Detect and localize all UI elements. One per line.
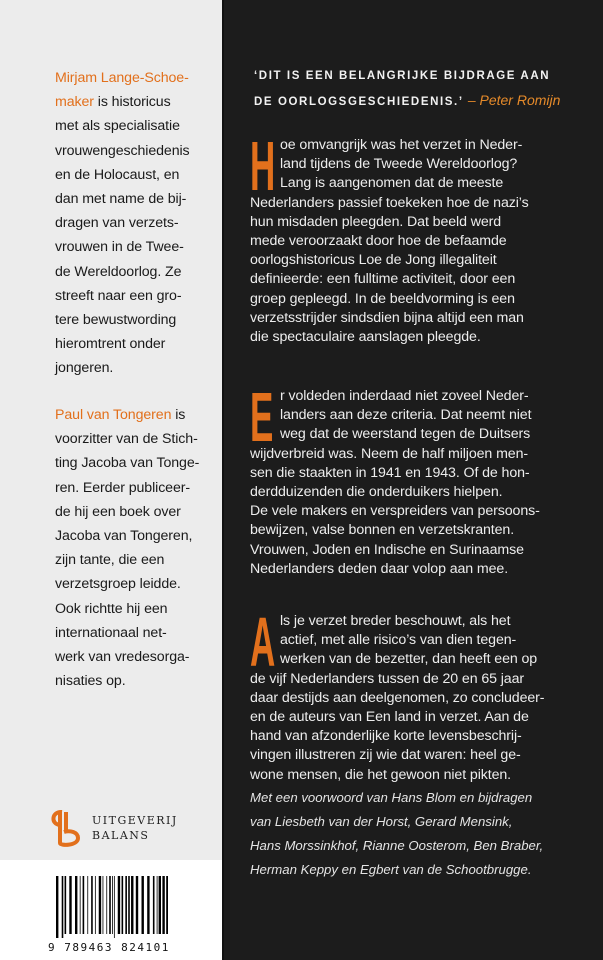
paragraph-line: werken van de bezetter, dan heeft een op bbox=[280, 651, 538, 668]
barcode-bar bbox=[87, 876, 88, 934]
bio-line: voorzitter van de Stich- bbox=[55, 431, 198, 448]
barcode-bar bbox=[142, 876, 144, 934]
paragraph-line: die spectaculaire aanslagen pleegde. bbox=[250, 329, 481, 346]
bio-line: zijn tante, die een bbox=[55, 552, 165, 569]
bio-line: streeft naar een gro- bbox=[55, 287, 182, 304]
barcode-bar bbox=[122, 876, 124, 934]
barcode-bar bbox=[147, 876, 149, 934]
paragraph-line: de vijf Nederlanders tussen de 20 en 65 jaar bbox=[250, 670, 525, 687]
bio-line: verzetsgroep leidde. bbox=[55, 576, 181, 593]
bio-line: met als specialisatie bbox=[55, 118, 180, 135]
paragraph-line: De vele makers en verspreiders van persoons- bbox=[250, 503, 540, 520]
bio-text: is bbox=[171, 407, 186, 423]
bio-line: vrouwen in de Twee- bbox=[55, 239, 184, 256]
bio-line: Jacoba van Tongeren, bbox=[55, 528, 193, 545]
paragraph-line: derdduizenden die onderduikers hielpen. bbox=[250, 484, 503, 501]
paragraph-line: sen die staakten in 1941 en 1943. Of de hon- bbox=[250, 464, 530, 481]
paragraph-line: r voldeden inderdaad niet zoveel Neder- bbox=[280, 388, 529, 404]
bio-line: tere bewustwording bbox=[55, 312, 177, 329]
bio-line: en de Holocaust, en bbox=[55, 166, 180, 183]
paragraph-line: wone mensen, die het gewoon niet pikten. bbox=[250, 766, 512, 783]
paragraph-line: weg dat de weerstand tegen de Duitsers bbox=[280, 426, 531, 443]
author-bio-van-tongeren bbox=[55, 403, 220, 693]
credits-line: Hans Morssinkhof, Rianne Oosterom, Ben Braber, bbox=[250, 838, 544, 853]
paragraph-line: vingen illustreren zij wie dat waren: heel ge- bbox=[250, 747, 521, 764]
paragraph-line: Lang is aangenomen dat de meeste bbox=[280, 175, 504, 192]
paragraph-line: Vrouwen, Joden en Indische en Surinaamse bbox=[250, 541, 524, 558]
paragraph-line: hand van afzonderlijke korte levensbeschrij- bbox=[250, 728, 522, 745]
barcode-bar bbox=[65, 876, 67, 934]
paragraph-line: oorlogshistoricus Loe de Jong illegaliteit bbox=[250, 252, 497, 269]
barcode-bar bbox=[125, 876, 127, 934]
bio-line: dan met name de bij- bbox=[55, 191, 187, 208]
barcode-bar bbox=[162, 876, 164, 934]
drop-cap: H bbox=[250, 127, 276, 205]
quote-line: ‘DIT IS EEN BELANGRIJKE BIJDRAGE AAN bbox=[254, 70, 551, 82]
barcode-bar bbox=[80, 876, 81, 934]
barcode-bar bbox=[83, 876, 85, 934]
bio-line: werk van vredesorga- bbox=[55, 649, 190, 666]
barcode-bar bbox=[114, 876, 115, 938]
balans-logo-icon bbox=[48, 808, 82, 848]
paragraph-line: Nederlanders deden daar volop aan mee. bbox=[250, 560, 509, 577]
bio-line: de hij een boek over bbox=[55, 503, 181, 520]
barcode-bar bbox=[69, 876, 71, 934]
barcode-bar bbox=[106, 876, 107, 934]
bio-line: ren. Eerder publiceer- bbox=[55, 479, 191, 496]
paragraph-line: hun misdaden pleegden. Dat beeld werd bbox=[250, 213, 502, 230]
bio-line: ting Jacoba van Tonge- bbox=[55, 455, 200, 472]
barcode-bar bbox=[62, 876, 64, 938]
isbn-number: 9 789463 824101 bbox=[48, 941, 170, 954]
paragraph-line: oe omvangrijk was het verzet in Neder- bbox=[280, 137, 523, 153]
barcode bbox=[56, 876, 168, 938]
author-name: Paul van Tongeren bbox=[55, 407, 172, 423]
barcode-bar bbox=[118, 876, 120, 934]
barcode-bar bbox=[166, 876, 168, 934]
barcode-bar bbox=[153, 876, 155, 934]
paragraph-line: definieerde: een fulltime activiteit, door een bbox=[250, 271, 516, 288]
quote-line: DE OORLOGSGESCHIEDENIS.’ bbox=[254, 96, 464, 108]
bio-line: jongeren. bbox=[55, 360, 114, 377]
drop-cap: E bbox=[250, 378, 274, 456]
quote-author: – Peter Romijn bbox=[467, 92, 561, 108]
contributors-credits bbox=[250, 786, 543, 882]
barcode-bar bbox=[99, 876, 101, 934]
barcode-bar bbox=[131, 876, 133, 934]
bio-line: nisaties op. bbox=[55, 673, 126, 690]
credits-line: Met een voorwoord van Hans Blom en bijdragen bbox=[250, 790, 533, 805]
author-name: maker bbox=[55, 94, 94, 111]
paragraph-line: Nederlanders passief toekeken hoe de nazi’s bbox=[250, 194, 529, 211]
bio-line: de Wereldoorlog. Ze bbox=[55, 263, 182, 280]
paragraph-line: actief, met alle risico’s van dien tegen- bbox=[280, 632, 517, 649]
paragraph-2 bbox=[250, 378, 600, 579]
blurb-quote bbox=[254, 64, 560, 114]
barcode-bar bbox=[109, 876, 111, 934]
right-panel bbox=[224, 0, 603, 960]
barcode-bar bbox=[112, 876, 113, 934]
paragraph-3 bbox=[250, 603, 600, 785]
barcode-bar bbox=[103, 876, 104, 934]
paragraph-line: groep gepleegd. In de beeldvorming is een bbox=[250, 290, 515, 307]
author-name: Mirjam Lange-Schoe- bbox=[55, 70, 189, 86]
paragraph-line: ls je verzet breder beschouwt, als het bbox=[280, 613, 511, 629]
credits-line: van Liesbeth van der Horst, Gerard Mensink, bbox=[250, 814, 513, 829]
left-panel bbox=[0, 0, 222, 860]
barcode-bar bbox=[136, 876, 138, 934]
bio-line: vrouwengeschiedenis bbox=[55, 142, 190, 159]
credits-line: Herman Keppy en Egbert van de Schootbrugge. bbox=[250, 862, 532, 877]
barcode-bar bbox=[159, 876, 161, 934]
paragraph-line: en de auteurs van Een land in verzet. Aan de bbox=[250, 709, 529, 726]
barcode-bar bbox=[91, 876, 93, 934]
bio-line: dragen van verzets- bbox=[55, 215, 179, 232]
barcode-bar bbox=[157, 876, 158, 934]
publisher-name: BALANS bbox=[92, 829, 150, 842]
barcode-bar bbox=[75, 876, 77, 934]
barcode-bar bbox=[128, 876, 130, 934]
paragraph-line: daar destijds aan deelgenomen, zo concludeer- bbox=[250, 689, 545, 706]
drop-cap: A bbox=[250, 603, 276, 681]
paragraph-1 bbox=[250, 127, 600, 347]
barcode-bar bbox=[56, 876, 58, 938]
paragraph-line: landers aan deze criteria. Dat neemt niet bbox=[280, 407, 532, 424]
bio-line: internationaal net- bbox=[55, 624, 167, 641]
bio-line: Ook richtte hij een bbox=[55, 600, 168, 617]
paragraph-line: wijdverbreid was. Neem de half miljoen men- bbox=[250, 445, 528, 462]
bio-text: is historicus bbox=[93, 94, 171, 111]
bio-line: hieromtrent onder bbox=[55, 336, 166, 353]
publisher-logo bbox=[48, 808, 178, 848]
publisher-name: UITGEVERIJ bbox=[92, 814, 178, 827]
paragraph-line: land tijdens de Tweede Wereldoorlog? bbox=[280, 156, 518, 173]
author-bio-lange-schoemaker bbox=[55, 66, 220, 381]
paragraph-line: bewijzen, valse bonnen en verzetskranten. bbox=[250, 522, 515, 539]
barcode-bar bbox=[95, 876, 96, 934]
paragraph-line: mede veroorzaakt door hoe de befaamde bbox=[250, 233, 507, 250]
paragraph-line: verzetsstrijder sindsdien bijna altijd een man bbox=[250, 309, 524, 326]
